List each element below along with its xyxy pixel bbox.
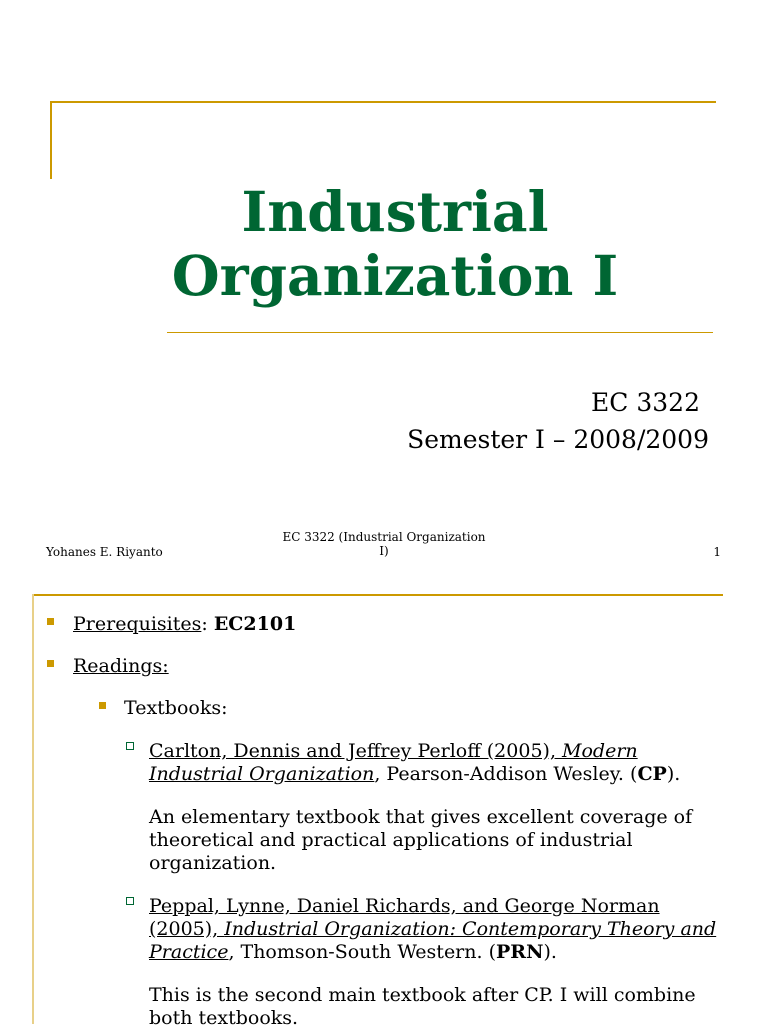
footer-course	[270, 530, 498, 558]
footer-page-number: 1	[713, 545, 721, 559]
prerequisites-separator: :	[201, 613, 214, 635]
course-code: EC 3322	[591, 388, 700, 417]
prerequisites-item	[73, 613, 296, 636]
book-2-description: This is the second main textbook after CP. I will combine both textbooks.	[149, 984, 696, 1029]
decorative-left-rule	[50, 101, 52, 179]
book-1-authors: Carlton, Dennis and Jeffrey Perloff (2005),	[149, 740, 563, 762]
slide-title	[100, 180, 690, 308]
decorative-top-rule	[32, 594, 723, 596]
book-1-publisher: , Pearson-Addison Wesley.	[374, 763, 624, 785]
content-slide	[0, 585, 768, 1029]
title-line-2: Organization I	[171, 243, 619, 308]
square-bullet-icon	[47, 618, 54, 625]
readings-item	[73, 655, 169, 678]
book-2-authors: Peppal, Lynne, Daniel Richards, and George Norman (2005),	[149, 895, 660, 940]
semester-text: Semester I – 2008/2009	[407, 425, 709, 454]
book-2-paren-close: ).	[543, 941, 557, 963]
textbooks-label: Textbooks:	[124, 697, 228, 719]
book-2-abbr: PRN	[496, 941, 544, 963]
decorative-left-bar	[32, 594, 34, 1024]
title-line-1: Industrial	[241, 179, 549, 244]
square-bullet-icon	[99, 702, 106, 709]
footer-course-line-1: EC 3322 (Industrial Organization	[282, 530, 486, 544]
book-2-paren-open: (	[482, 941, 496, 963]
book-1-paren-close: ).	[666, 763, 681, 785]
prerequisites-value: EC2101	[213, 613, 297, 635]
book-2-title: Industrial Organization: Contemporary Theory and Practice	[149, 918, 717, 963]
decorative-top-rule	[50, 101, 716, 103]
footer-author: Yohanes E. Riyanto	[46, 545, 163, 559]
hollow-square-bullet-icon	[126, 742, 134, 750]
square-bullet-icon	[47, 660, 54, 667]
readings-label: Readings:	[73, 655, 169, 677]
book-1-citation	[149, 740, 729, 786]
book-1-title: Modern Industrial Organization	[149, 740, 638, 785]
title-underline-rule	[167, 332, 713, 333]
book-1-abbr: CP	[637, 763, 667, 785]
hollow-square-bullet-icon	[126, 897, 134, 905]
book-1-paren-open: (	[623, 763, 638, 785]
footer-course-line-2: I)	[379, 544, 389, 558]
prerequisites-label: Prerequisites	[73, 613, 202, 635]
book-2-citation	[149, 895, 729, 964]
book-2-publisher: , Thomson-South Western.	[228, 941, 483, 963]
book-1-description: An elementary textbook that gives excellent coverage of theoretical and practical applications of industrial organization.	[149, 806, 693, 874]
